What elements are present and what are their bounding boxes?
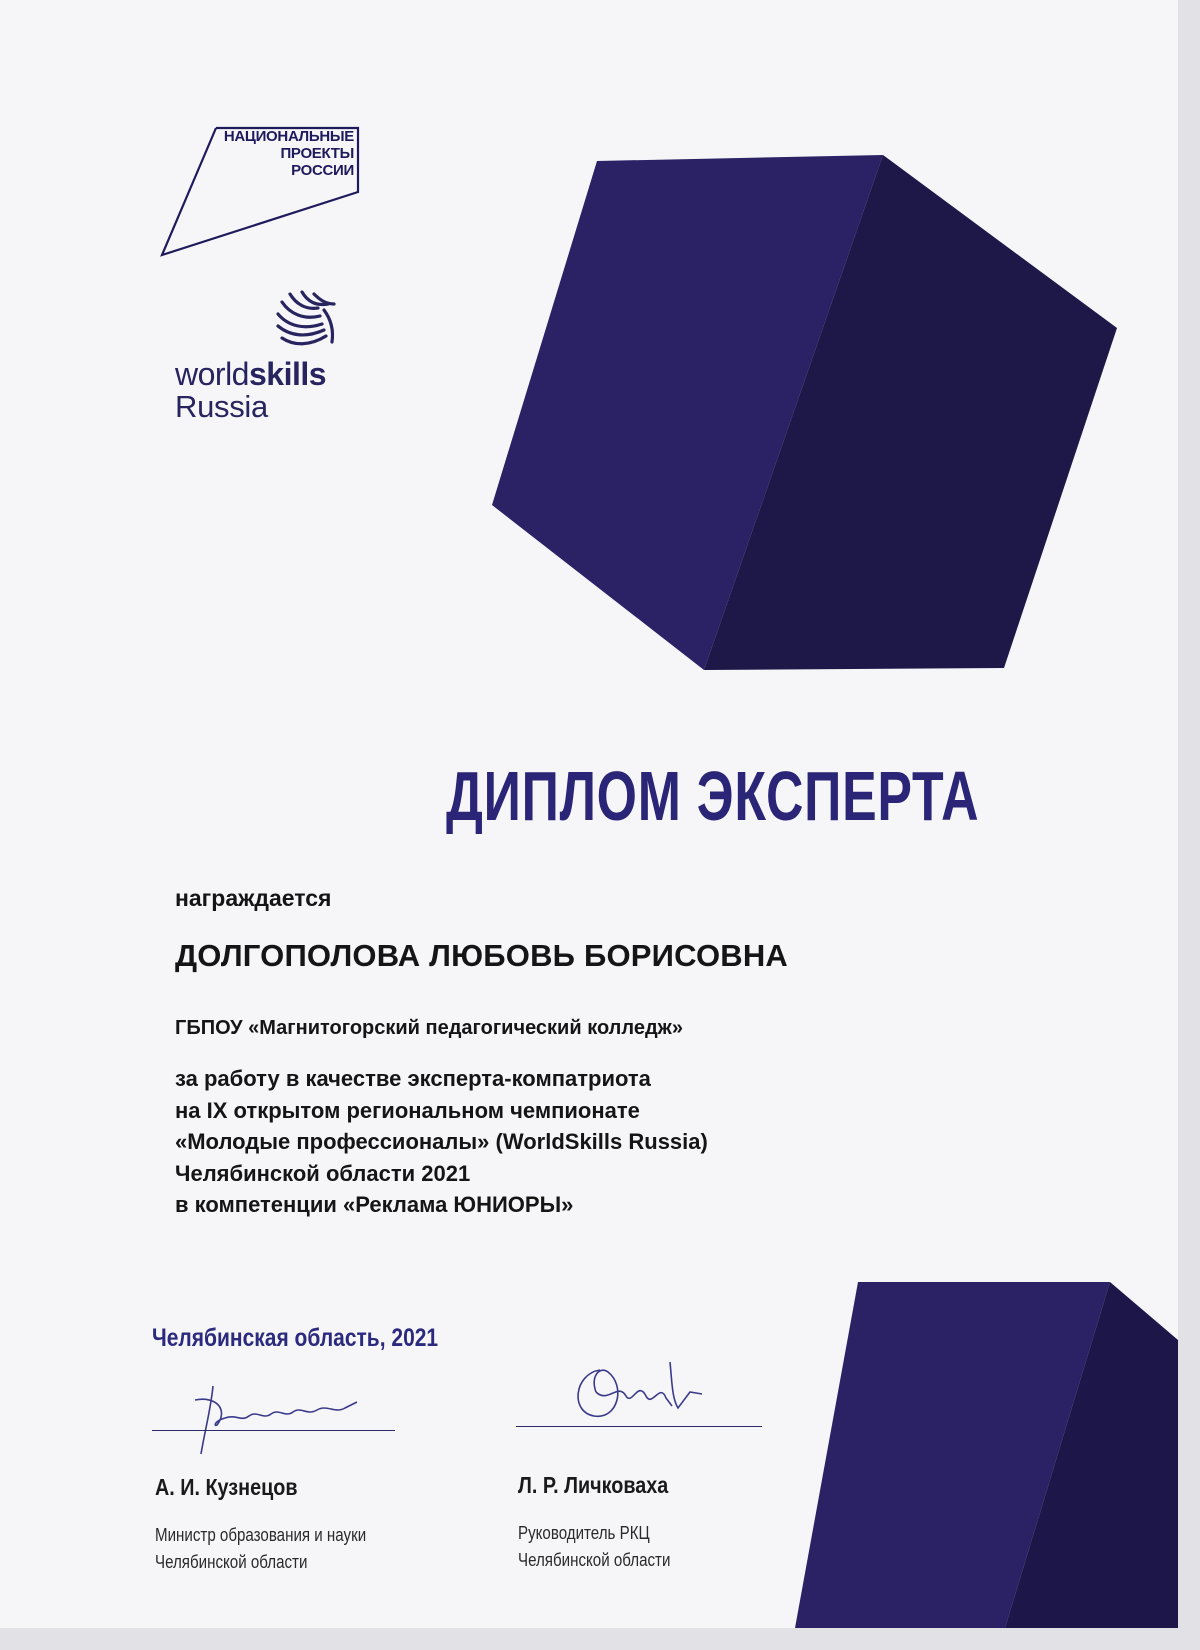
description-line: «Молодые профессионалы» (WorldSkills Russia) xyxy=(175,1129,708,1154)
signature-line-2 xyxy=(516,1426,762,1427)
signer-2-role-line: Руководитель РКЦ xyxy=(518,1523,650,1543)
signer-2-role-line: Челябинской области xyxy=(518,1550,671,1570)
recipient-name: ДОЛГОПОЛОВА ЛЮБОВЬ БОРИСОВНА xyxy=(175,938,789,973)
signer-2-name: Л. Р. Личковаха xyxy=(518,1472,669,1498)
worldskills-mark-icon xyxy=(272,288,342,358)
signature-lichkovakha xyxy=(560,1352,720,1432)
description-line: в компетенции «Реклама ЮНИОРЫ» xyxy=(175,1192,574,1217)
diploma-title: ДИПЛОМ ЭКСПЕРТА xyxy=(446,757,980,835)
worldskills-wordmark xyxy=(175,357,326,391)
recipient-organization: ГБПОУ «Магнитогорский педагогический колледж» xyxy=(175,1017,683,1039)
logo-line-2: ПРОЕКТЫ xyxy=(280,145,354,162)
signer-1-role xyxy=(155,1522,366,1576)
wordmark-world: world xyxy=(175,356,249,392)
signature-line-1 xyxy=(152,1430,395,1431)
description-line: за работу в качестве эксперта-компатриота xyxy=(175,1066,651,1091)
signer-1-role-line: Челябинской области xyxy=(155,1552,308,1572)
awarded-label: награждается xyxy=(175,885,332,911)
signer-1-role-line: Министр образования и науки xyxy=(155,1525,367,1545)
wordmark-skills: skills xyxy=(248,356,327,392)
signer-1-name: А. И. Кузнецов xyxy=(155,1474,298,1500)
place-and-year: Челябинская область, 2021 xyxy=(152,1324,439,1352)
logo-line-1: НАЦИОНАЛЬНЫЕ xyxy=(223,128,354,145)
award-description xyxy=(175,1063,708,1221)
signer-2-role xyxy=(518,1520,670,1574)
description-line: на IX открытом региональном чемпионате xyxy=(175,1097,640,1123)
worldskills-russia-wordmark: Russia xyxy=(175,389,268,424)
signature-kuznetsov xyxy=(175,1378,375,1458)
scan-edge-bottom xyxy=(0,1628,1200,1650)
national-projects-logo-text xyxy=(218,128,354,179)
logo-line-3: РОССИИ xyxy=(291,162,354,179)
description-line: Челябинской области 2021 xyxy=(175,1160,471,1186)
scan-edge-right xyxy=(1178,0,1200,1650)
